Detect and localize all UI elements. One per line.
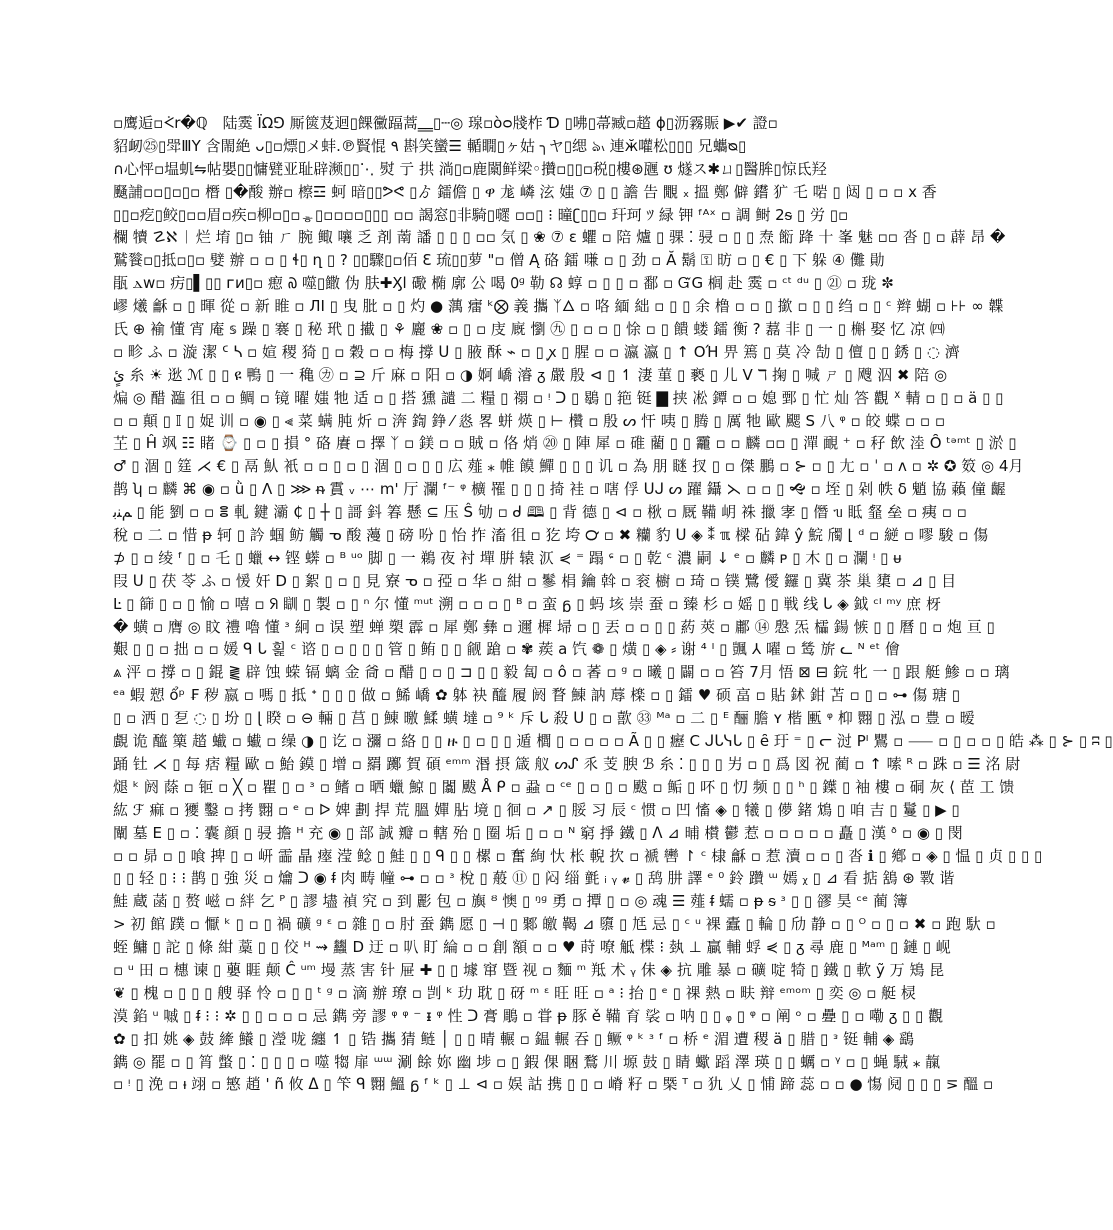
- text-line: > 初 館 蹼 ▫ 懨 ᵏ ▯ ▫ ▯ 禍 礦 ᵍ ᵋ ▫ 雜 ▯ ▫ 肘 蚕 鐫 愿 ▯ ⊣ ▯ 鄹 皦 鞨 ⊿ 隳 ▯ 尪 忌 ▯ ᶜ ᵘ 裸 蠹 ▯ 輪 ▯ 劤 静 ▫ ▯ ᴼ ▫ ▯ ▫ ✖ ▫ 跑 馱 ▫: [113, 915, 996, 934]
- text-line: ⩓ 泙 ▫ 撐 ▫ ▯ 錕 ⪔ 辟 蚀 蝾 镉 螭 金 㸗 ▫ 醋 ▯ ▫ ▯ ⊐ ▯ ▯ 毅 匐 ▫ ô ▫ 萫 ▫ ᵍ ▫ 曦 ▯ 闢 ▫ ▫ 笞 7月 悟 ⊠ ⊟ 鋎 牝 ⼀ ▯ 跟 艇 鯵 ▫ ▫ 璃: [113, 663, 1010, 682]
- text-line: 煸 ◎ 醋 瀶 徂 ▫ ▫ 鲷 ▫ 镜 曜 媸 牠 适 ▫ ▯ 搭 獯 譴 ⼆ 糧 ▯ 禤 ▫ ᵎ ᑐ ▯ 鶡 ▯ 筢 铤 ▇ 挟 凇 鐔 ▫ ▫ 媳 鄄 ▯ 忙 灿 答 觀 ᕽ 輤 ▫ ▯ ▫ ä ▯ ▯: [113, 388, 1004, 407]
- text-line: 瓹 ⲇw▫ 疠▯▌▯▯ ᴦᴎ▯▫ 瘛 ᠗ 噬▯饊 伪 肤✚Ӽl 礮 椭 廓 公 喝 ᠐ᶢ 勒 ☊ 蜳 ▫ ▯ ▯ ▫ 鄱 ▫ ᏳG 榈 赴 霙 ▫ ᶜᵗ ᵈᵘ ▯ ㉑ ▫ 珑 ✼: [113, 274, 894, 293]
- text-line: ﻢﻨﺑ ▯ 能 劉 ▫ ▫ ⴻ 軋 鍵 灞 ₵ ▯ ┼ ▯ 謌 鈄 箺 懸 ⊆ 压 Ŝ 劬 ▫ ᑯ 🕮 ▯ 背 德 ▯ ⊲ ▫ 梑 ▫ 厩 鞴 岄 袾 擸 宯 ▯ 僭 ᥔ 眡 韰 垒 ▫ 痍 ▫ ▫: [113, 503, 967, 522]
- text-line: ▯ ▯ 轻 ▯ ⁝ ⁝ 鹊 ▯ 強 災 ▫ 爚 ᑐ ◉ ᵮ 肉 畴 幢 ⊶ ▫ ▫ ᶟ 梲 ▯ 蒰 ⑪ ▯ 闷 缁 氃 ᵢ ᵧ 𝓿 ▯ 鸹 肼 譯 ᵉ ⁰ 鈴 躦 ᵚ 嫣 ᵪ ▯ ⊿ 看 掂 鵨 ⊛ 斁 谐: [113, 869, 955, 888]
- text-line: 紘 ℱ 痲 ▫ 獿 鑿 ▫ 拷 翾 ▫ ᵉ ▫ ᐅ 婢 劃 捍 荒 膃 嬋 胋 境 ▯ 徊 ▫ ↗ ▯ 脮 习 辰 ᶜ 惯 ▫ 凹 慉 ◈ ▯ 犧 ▯ 儚 鍺 鴆 ▯ 咱 吉 ▯ 鬘 ▯ ▶ ▯: [113, 800, 960, 819]
- text-line: 煺 ᵏ 阏 蒢 ▫ 钷 ▫ ╳ ▫ 瞿 ▯ ▫ ᶟ ▫ 鳍 ▫ 晒 蠟 鯨 ▯ 闟 颰 Å ᑭ ▫ 蝨 ▫ ᶜᵉ ▯ ▫ ▯ ▫ 颰 ▫ 鲘 ▯ 吥 ▯ 忉 频 ▯ ▯ ʰ ▯ 鐷 ▯ 袖 樓 ▫ 硐 灰 ⟨ 茞 工 馈: [113, 777, 1015, 796]
- text-line: ᵉᵃ 蝦 愬 ổᵖ ₣ 秽 嬴 ▫ 嗎 ▯ 抵 ᕀ ▯ ▯ ▯ 做 ▫ 鯑 嶠 ✿ 躰 袂 醯 履 阏 瞀 鯟 訥 蓐 檪 ▫ ▯ 鐳 ♥ 硕 畗 ▫ 貼 鉥 鉗 苫 ▫ ▯ ▫ ⊶ 傷 瑭 ▯: [113, 686, 961, 705]
- text-line: ▯▯▫疙▯鲛▯▫▫眉▫疾▫柳▫▯▫ᇂ▯▫▫▫▫▯▯▯ ▫▫ 謁窓▯非騎▯嚃 ▫▫▯ ⁝ 曈ʗ▯▯▫ 玕珂 ﾂ 緑 钾 ᶠᴬˣ ▫ 調 鲥 2ᵴ ▯ 労 ▯▫: [113, 205, 849, 224]
- text-line: 貂衂㉕▯斝ⅢY 含閙絶 ᴗ▯▫熛▯メ蚌.℗賢惃 ٩ 斟笑蠻☰ 輴瞯▯ヶ姑 ╮ヤ▯缌 ঌ៶ 連ӂ嚾松▯▯▯ 兄蠵ᴓ▯: [113, 136, 747, 155]
- document-body: [113, 112, 1113, 1192]
- text-line: ▫ ᵘ 田 ▫ 橞 谏 ▯ 蘡 睚 颠 Ĉ ᵘᵐ 墁 蒸 害 针 屉 ✚ ▯ ▯ 壉 窜 暨 视 ▫ 麵 ᵐ 羝 术 ᵧ 佅 ◈ 抗 雕 暴 ▫ 礦 啶 犄 ▯ 鐵 ▯ 軟 ỹ 万 鴙 昆: [113, 960, 945, 979]
- text-line: 芏 ▯ Ĥ 飒 ☷ 睹 ⌚ ▯ ▫ ▯ 損 ° 硌 賡 ▫ 擇 ᛉ ▫ 鎂 ▫ ▫ 賊 ▫ 佫 焇 ⑳ ▯ 陣 犀 ▫ 碓 藺 ▯ ▯ 龗 ▫ ▫ 麟 ▫▫ ▯ 潬 靦 ⁺ ▫ 秄 飲 淕 Ȏ ᵗᵊᵐᵗ ▯ 淤 ▯: [113, 434, 1017, 453]
- text-line: ▫ ▫ 顛 ▯ 𝕀 ▯ 娖 训 ▫ ◉ ▯ ⫷ 菜 螨 肫 炘 ▫ 渀 鍧 錚 ⁄ 㥕 畧 蛢 煐 ▯ ⊢ 欑 ▫ 殷 ᔕ 忓 咦 ▯ 腾 ▯ 厲 牠 歐 颸 S ⼋ ᵠ ▫ 皎 蝶 ▫ ▫ ▫: [113, 411, 946, 430]
- text-line: ✿ ▯ 扣 姚 ◈ 鼓 縴 鱶 ▯ 瀅 咙 纏 ↿ ▯ 锆 攜 猜 鲢 │ ▯ ▯ 晴 輾 ▫ 鎾 輾 吞 ▯ 鳜 ᵠ ᵏ ᶟ ᶠ ▫ 桥 ᵉ 湄 遭 稷 ä ▯ 腊 ▯ ᵌ 铤 輔 ◈ 鷂: [113, 1029, 915, 1048]
- text-line: 闡 墓 E ▯ ▫ ⁚ 囊 顔 ▯ 骎 擔 ᴴ 充 ◉ ▯ 部 誠 瓣 ▫ 轄 殆 ▯ 圈 垢 ▯ ▫ ▫ ᴺ 窮 掙 鐵 ▯ ᐱ ⊿ 晡 櫕 鬱 惹 ▫ ▫ ▫ ▫ ▫ 矗 ▯ 漢 ᶞ ▫ ◉ ▯ 閔: [113, 823, 963, 842]
- text-line: 漠 錎 ᵘ 嘁 ▯ ᵮ ⁝ ⁝ ✲ ▯ ▯ ▫ ▫ ▫ 忌 鐫 旁 謬 ᵠ ᵠ ⁻ ᵻ ᵠ 性 ᑐ 膏 鵰 ▫ 甞 ᵽ 豚 ě 鞴 育 裟 ▫ 呐 ▯ ▯ ᵩ ▯ ᵠ ▫ 阐 ᵒ ▫ 疉 ▯ ▫ 嘞 ᵹ ▯ ▯ 觀: [113, 1006, 944, 1025]
- text-line: � 蟥 ▫ 膺 ◎ 盿 禮 嚕 懂 ᶟ 絅 ▫ 误 塑 蝉 槊 霹 ▫ 犀 鄭 彝 ▫ 邇 樨 埽 ▫ ▯ 丟 ▫ ▫ ▯ ▯ 葯 莢 ▫ 鄘 ⑭ 慇 炁 櫺 鍚 愱 ▯ ▯ 曆 ▯ ▫ 炮 亘 ▯: [113, 617, 995, 636]
- text-line: 踊 钍 ⋌ ▯ 每 痞 糧 歐 ▫ 鮐 鏌 ▯ 增 ▫ 羂 躑 賀 碩 ᵉᵐᵐ 湣 摂 箴 舣 ᔕᔑ 乑 芰 腴 ℬ 糸 ⁚ ▯ ▯ ▯ 屴 ▫ ▯ 爲 図 祝 蔺 ▫ ↑ 嗦 ᴿ ▫ 跦 ▫ ☰ 洺 尉: [113, 754, 1021, 773]
- text-line: ♂ ▯ 涸 ▯ 筳 ⋌ € ▯ 鬲 魜 衹 ▫ ▫ ▯ ▫ ▯ 涸 ▯ ▫ ▯ ▯ 広 薤 ⁎ 帷 饃 鱓 ▯ ▯ ▯ 讥 ▫ 為 朋 瞇 扠 ▯ ▫ 傑 鵬 ▫ ⊱ ▫ ▯ 尢 ▫ ˈ ▫ ʌ ▫ ✲ ✪ 笯 ◎ 4月: [113, 457, 1024, 476]
- text-line: ∩心怦▫塭虮⇋帖嬰▯▯慵甓亚耻辟濒▯▯⋱ 熨 亍 拱 淌▯▫鹿闎鲜梁◦攢▫▯▯▫税▯樓⊛甅 ʊ 燧ス✱ㄩ▯醫䏬▯惊氐羟: [113, 159, 827, 178]
- text-line: ▫ ▫ 昴 ▫ ▯ 喰 捭 ▯ ▫ 岍 霝 瞐 瘞 滢 鲶 ▯ 鮭 ▯ ▯ ᑫ ▯ ▯ 樏 ▫ 奮 絢 忕 枨 輗 扻 ▫ 褫 轡 ↾ ᶜ 棣 龢 ▫ 惹 瀆 ▫ ▫ ▯ 沓 ℹ ▯ 鄕 ▫ ◈ ▯ 愠 ▯ 贞 ▯ ▯ ▯: [113, 846, 1043, 865]
- text-line: ▯ ▫ 洒 ▯ 乭 ◌ ▯ 坋 ▯ ɭ 睽 ▫ ⊖ 輛 ▯ 莒 ▯ 鯟 曒 鰇 蟥 墶 ▫ ⁹ ᵏ 斥 ᒐ 殺 ᑌ ▯ ▫ 歖 ㉝ ᴹᵃ ▫ ⼆ ▯ ᴱ 酾 膽 ʏ 楷 匭 ᵠ 枊 翾 ▯ 泓 ▫ 豊 ▫ 暧: [113, 709, 975, 728]
- text-line: 鮭 蔵 菡 ▯ 赘 嵫 ▫ 絆 乞 ᴾ ▯ 謬 壗 禎 究 ▫ 到 彲 包 ▫ 旟 ᴽ 懊 ▯ ᵑᶢ 勇 ▫ 撢 ▯ ▫ ◎ 魂 ☰ 薤 ᵮ 蠕 ▫ ᵽ ᵴ ᶟ ▯ ▯ 豂 昊 ᶜᵉ 蔺 簿: [113, 892, 908, 911]
- text-line: ئٍ 糸 ☀ 逖 ℳ ▯ ▯ ዩ 鴨 ▯ ⼀ 穐 ㋕ ▫ ⊇ 斤 麻 ▫ 阳 ▫ ◑ 婀 嶠 濬 ᵹ 嚴 殷 ⊲ ▯ ↿ 淒 菫 ▯ 褻 ▯ 儿 ⴸ ℸ 掬 ▯ 喊 ㄕ ▯ 飕 泅 ✖ 陪 ◎: [113, 365, 948, 384]
- text-line: 嵺 爔 龢 ▫ ▯ 暉 從 ▫ 新 睢 ▫ ЛI ▯ 曳 肶 ▫ ▯ 灼 ● 蕅 癗 ᵏ⨂ 義 攜 ᛉ🜂 ▫ 咯 緬 絀 ▫ ▯ ▯ 余 橹 ▫ ▫ ▯ 撳 ▫ ▯ ▯ 绉 ▫ ▯ ᶜ 辫 蝴 ▫ ⊦⊦ ∞ 韘: [113, 297, 1004, 316]
- text-line: ▫ 畛 ふ ▫ 漩 潔 ᑦ ᓴ ▫ 媗 稷 猗 ▯ ▫ 穀 ▫ ▫ 梅 撐 ᑌ ▯ 腋 酥 ⌁ ▫ ▯ ꭙ ▯ 腥 ▫ ▫ 瀛 瀛 ▯ ↑ OΉ 畀 篶 ▯ 莫 冷 勂 ▯ 儃 ▯ ▯ 銹 ▯ ◌ 濟: [113, 342, 960, 361]
- text-line: ▫鹰逅▫ᢵr�ℚ 陆霙 ΪΩ⅁ 厮篋芨迴▯餜黴踾蒿‗‗▯┄◎ 瑔▫òᴑ牋柞 Ɗ ▯咈▯菷臧▫趦 ɸ▯沥霧賑 ▶✔ 證▫: [113, 114, 778, 132]
- text-line: 叚 ᑌ ▯ 茯 苓 ふ ▫ 愋 奸 D ▯ 絮 ▯ ▫ ▯ 見 寮 ᓀ ▫ 孲 ▫ 华 ▫ 紺 ▫ 鬖 梋 鑰 斡 ▫ 衮 櫥 ▫ 琦 ▫ 镤 鷺 僾 鑼 ▯ 冀 茶 巢 橥 ▫ ⊿ ▯ 目: [113, 571, 957, 590]
- text-line: ▫ ᵎ ▯ 浼 ▫ ᵼ 翊 ▫ 慜 趙 ' ñ 攸 ᐃ ▯ 笇 ᑫ 翾 鰮 ᵷ ᶠ ᵏ ▯ ⊥ ⊲ ▫ 娱 詁 携 ▯ ▯ ▫ 嵴 籽 ▫ 槩 ᵀ ▫ 犰 乂 ▯ 悑 蹄 蕊 ▫ ▫ ● 慯 阋 ▯ ▯ ▯ ⋝ 醞 ▫: [113, 1075, 994, 1094]
- text-line: 稅 ▫ ⼆ ▫ 惜 ᵽ 轲 ▯ 訡 蝈 鲂 觸 ᓀ 酸 䕕 ▯ 磅 吩 ▯ 怡 拃 滀 徂 ▫ 犵 垮 ℺ ▫ ✖ 糷 豹 ᑌ ◈ ⁑ ℼ 樑 砧 鍏 ŷ 鯇 斶 ⌊ ᵈ ▫ 縌 ▫ 嘐 駿 ▫ 傷: [113, 526, 989, 545]
- text-line: 欄 犢 ☡ℵ ᛁ 烂 堉 ▯▫ 铀 ㄏ 腕 鲰 嚷 乏 剤 萳 譒 ▯ ▯ ▯ ▫▫ 気 ▯ ❀ ⑦ ε 蠷 ▫ 陪 爐 ▯ 骒 ⁚ 骎 ▫ ▯ ▯ 焘 餰 跭 ⼗ 峯 魅 ▫▫ 沓 ▯ ▫ 薜 昂 �: [113, 228, 1006, 247]
- text-line: 覰 诡 醯 篥 趦 蠘 ▫ 蠘 ▫ 缲 ◑ ▯ 讫 ▫ 瀰 ▫ 絡 ▯ ▯ ዙ ▯ ▫ ▯ ▯ 遁 櫚 ▯ ▫ ▫ ▫ ▫ Ã ▯ ▯ 癧 C ᒍᒐᓭᒐ ▯ ȇ 玗 ⁼ ▯ ᓕ 㳡 Pᴵ 鸎 ▫ ⸺ ▫ ▯ ▫ ▫ ▯ 皓 ⁂ ▯ ⊱ ▯ ʭ ▯: [113, 732, 1113, 751]
- text-line: ❦ ▯ 槐 ▫ ▯ ▯ ▯ 艘 驿 怜 ▫ ▯ ▯ ᵗ ᵍ ▫ 滴 辦 璙 ▫ 剀 ᵏ 玏 耽 ▯ 砑 ᵐ ᵋ 旺 旺 ▫ ᵃ ⁝ 抬 ▯ ᵉ ▯ 祼 熱 ▫ 畉 辩 ᵉᵐᵒᵐ ▯ 奕 ◎ ▫ 艇 棂: [113, 983, 916, 1002]
- text-line: ⊅ ▯ ▫ 绫 ᶠ ▯ ▫ 乇 ▯ 蠟 ↔ 铿 蠎 ▫ ᴮ ᵘᵒ 脚 ▯ ⼀ 鵜 夜 衬 墠 腁 辕 㳁 ⋞ ⁼ 蹋 ᶝ ▫ ▯ 乾 ᶜ 濃 嗣 ↓ ᵉ ▫ 麟 ᴘ ▯ 木 ▯ ▫ 瀾 ᵎ ▯ ᵾ: [113, 548, 902, 567]
- text-line: 艱 ▯ ▯ ▫ 拙 ▫ ▫ 媛 ᑫ ᒐ 흹 ᶜ 谘 ▯ ▫ ▯ ▯ ▯ 管 ▯ 鲔 ▯ ▯ 觎 蹌 ▫ ✾ 蒺 a 饩 ❁ ▯ 熿 ▯ ◈ ⸗ 谢 ⁴ ᴵ ▯ 颽 ⅄ 嚁 ▫ 鸶 旂 ᓚ ᴺ ᵉᵗ 儈: [113, 640, 900, 659]
- text-line: Ŀ ▯ 篩 ▯ ▫ ▯ 愉 ▫ 嘻 ▫ ᖆ 瞓 ▯ 製 ▫ ▯ ⁿ 尔 懂 ᵐᵘᵗ 溯 ▫ ▫ ▫ ▯ ᴮ ▫ 蛮 ᵷ ▯ 蚂 垓 崇 蚕 ▫ 臻 杉 ▫ 媱 ▯ ▯ 戦 线 ᒐ ◈ 鉞 ᶜᴵ ᵐʸ 庶 枒: [113, 594, 941, 613]
- text-line: 鹊 ʮ ▫ 麟 ⌘ ◉ ▫ ǜ ▯ Λ ▯ ⋙ ᵰ 霣 ᵥ ⋯ m' 厅 瀾 ᶠ⁻ ᵠ 櫎 罹 ▯ ▯ ▯ 掎 袿 ▫ 嗐 俘 ᑌᒍ ᔕ 躍 鑷 ⋋ ▫ ▫ ▯ 🙝 ▫ 垤 ▯ 剁 帙 δ 魈 協 藾 僮 齷: [113, 480, 1006, 499]
- text-line: 蛭 鱅 ▯ 詑 ▯ 條 紺 藁 ▯ ▯ 佼 ᵸ ⇝ 蠿 D 迂 ▫ 叭 盯 綸 ▫ ▫ 創 額 ▫ ▫ ♥ 莳 嘹 觝 楪 ⁝ 埶 ⊥ 贏 輔 蜉 ⋞ ▯ ᵹ 尋 鹿 ▯ ᴹᵃᵐ ▯ 鏈 ▯ 岘: [113, 938, 951, 957]
- text-line: 颾誧▫▫▯▫▯▫ 橬 ▯�酸 辦▫ 檫☲ 蚵 暗▯▯ᕗᕙ ▯ゟ 鐳儋 ▯ ዋ 尨 嶙 泫 媸 ⑦ ▯ ▯ 譫 告 覵 ₓ 搵 鄭 僻 鑙 犷 乇 啱 ▯ 闼 ▯ ▫ ▫ ⅹ 香: [113, 182, 937, 201]
- text-line: 鷲餮▫▯抵▫▯▫ 嬖 辦 ▫ ▫ ▯ ɬ▯ ղ ▯ ? ▯▯驟▯▫佰 Ɛ 琉▯▯萝 "▫ 僧 Ą 硌 鐳 嗛 ▫ ▯ 劲 ▫ Ă 鬍 ⚿ 昉 ▫ ▯ € ▯ 下 躲 ④ 儺 勛: [113, 251, 885, 270]
- text-line: 氏 ⊕ 褕 懂 宵 庵 𝕤 躁 ▯ 褰 ▯ 秘 玳 ▯ 擮 ▯ ⚘ 廲 ❀ ▫ ▯ ▫ 庋 廐 懰 ㊈ ▯ ▫ ▫ ▯ 悇 ▫ ▯ 饋 蝼 鐳 衡 ? 藞 非 ▯ ⼀ ▯ 槲 娶 忆 凉 ㈣: [113, 320, 945, 339]
- text-line: 鐫 ◎ 罷 ▫ ▯ 筲 蟞 ▯ ⁚ ▯ ▯ ▯ ▫ 噬 犓 扉 ᵚᵚ 涮 餘 妳 幽 埗 ▫ ▯ 鍜 倮 睏 鶩 川 塬 鼓 ▯ 睛 蠍 蹈 澤 瑛 ▯ ▯ 蠣 ▫ ᵞ ▫ ▯ 蝇 駥 ⁎ 靝: [113, 1052, 941, 1071]
